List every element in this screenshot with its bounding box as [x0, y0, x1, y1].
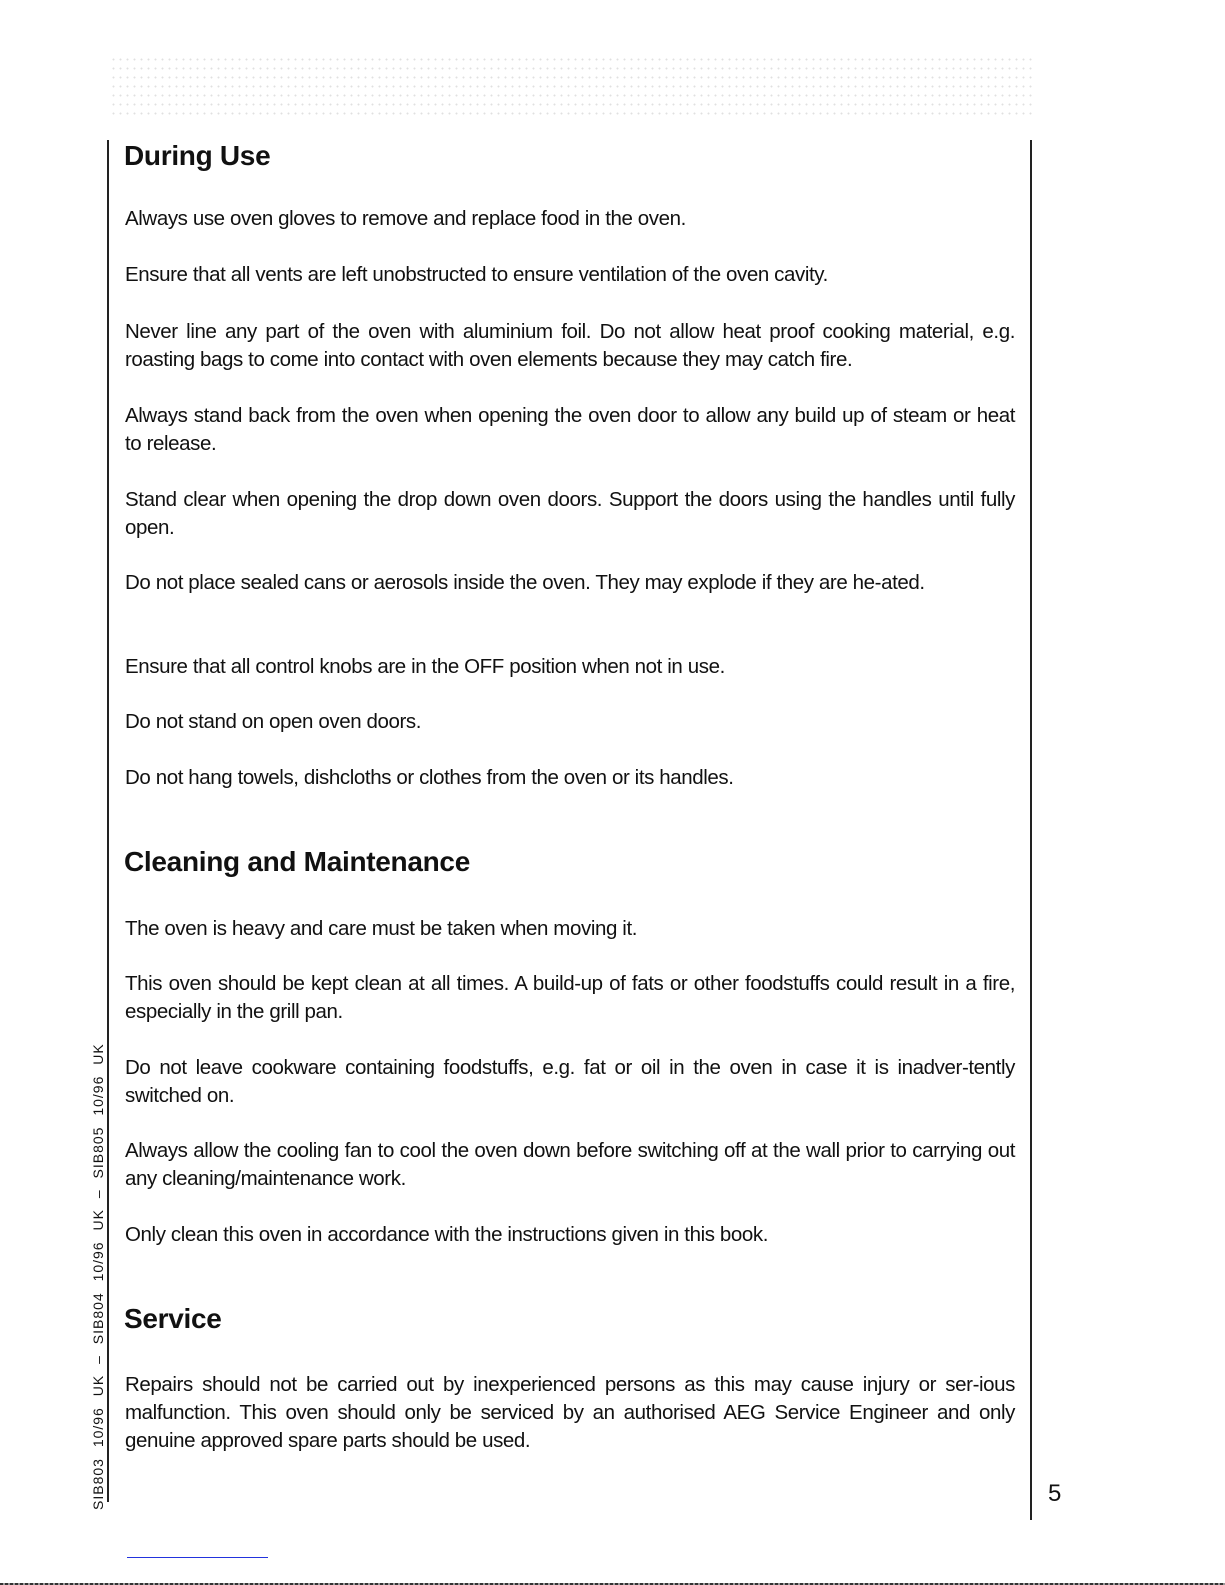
- footnote-line: [127, 1557, 268, 1558]
- paragraph: Do not stand on open oven doors.: [125, 710, 422, 733]
- paragraph: Do not hang towels, dishcloths or clothes from the oven or its handles.: [125, 766, 734, 789]
- paragraph: Never line any part of the oven with aluminium foil. Do not allow heat proof cooking material, e.g. roasting bags to come into contact with oven elements because they may catch fire.: [125, 320, 1015, 371]
- paragraph: Do not leave cookware containing foodstuffs, e.g. fat or oil in the oven in case it is inadver-tently switched on.: [125, 1056, 1015, 1107]
- paragraph: The oven is heavy and care must be taken when moving it.: [125, 917, 638, 940]
- paragraph: Always stand back from the oven when opening the oven door to allow any build up of steam or heat to release.: [125, 404, 1015, 455]
- heading-service: Service: [124, 1303, 222, 1334]
- left-margin-rule: [107, 140, 109, 1502]
- paragraph: Always use oven gloves to remove and replace food in the oven.: [125, 207, 686, 230]
- paragraph: Ensure that all control knobs are in the OFF position when not in use.: [125, 655, 725, 678]
- heading-cleaning-maintenance: Cleaning and Maintenance: [124, 846, 470, 877]
- paragraph: This oven should be kept clean at all times. A build-up of fats or other foodstuffs could result in a fire, especially in the grill pan.: [125, 972, 1015, 1023]
- right-margin-rule: [1030, 140, 1032, 1520]
- paragraph: Ensure that all vents are left unobstructed to ensure ventilation of the oven cavity.: [125, 263, 828, 286]
- scan-noise: [110, 55, 1035, 120]
- paragraph: Stand clear when opening the drop down oven doors. Support the doors using the handles until fully open.: [125, 488, 1015, 539]
- paragraph: Always allow the cooling fan to cool the oven down before switching off at the wall prior to carrying out any cleaning/maintenance work.: [125, 1139, 1015, 1190]
- paragraph: Do not place sealed cans or aerosols inside the oven. They may explode if they are he-ated.: [125, 571, 925, 594]
- paragraph: Repairs should not be carried out by inexperienced persons as this may cause injury or ser-ious malfunction. This oven should only be serviced by an authorised AEG Service Engineer and only genuine approved spare parts should be used.: [125, 1373, 1015, 1452]
- paragraph: Only clean this oven in accordance with the instructions given in this book.: [125, 1223, 769, 1246]
- document-code: SIB803 10/96 UK – SIB804 10/96 UK – SIB805 10/96 UK: [90, 1043, 106, 1510]
- page-number: 5: [1048, 1480, 1062, 1507]
- heading-during-use: During Use: [124, 140, 271, 171]
